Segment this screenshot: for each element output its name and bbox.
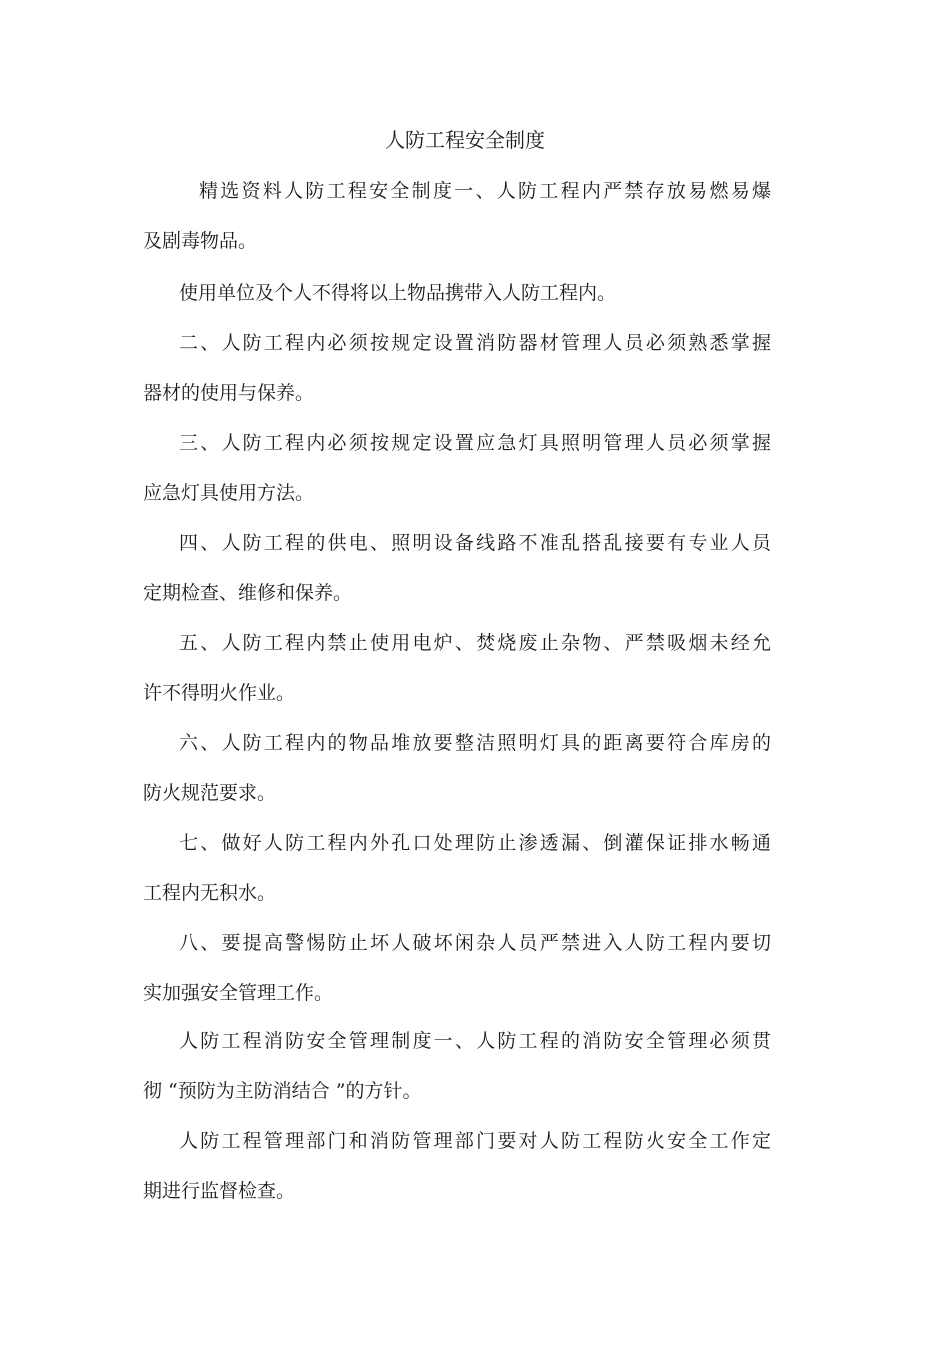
- paragraph-line: 许不得明火作业。: [143, 682, 296, 704]
- paragraph-1: [143, 178, 771, 278]
- paragraph-line: 器材的使用与保养。: [143, 382, 315, 404]
- paragraph-line: 工程内无积水。: [143, 882, 277, 904]
- paragraph-line: 及剧毒物品。: [143, 230, 258, 252]
- paragraph-3: [143, 330, 771, 430]
- paragraph-line: 期进行监督检查。: [143, 1180, 296, 1202]
- paragraph-line: 定期检查、维修和保养。: [143, 582, 353, 604]
- paragraph-10: [143, 1028, 771, 1128]
- document-title: 人防工程安全制度: [385, 128, 545, 152]
- paragraph-2: [143, 280, 771, 330]
- paragraph-line: 五、人防工程内禁止使用电炉、焚烧废止杂物、严禁吸烟未经允: [179, 632, 771, 654]
- paragraph-4: [143, 430, 771, 530]
- paragraph-line: 八、要提高警惕防止坏人破坏闲杂人员严禁进入人防工程内要切: [179, 932, 771, 954]
- paragraph-5: [143, 530, 771, 630]
- paragraph-line: 应急灯具使用方法。: [143, 482, 315, 504]
- paragraph-7: [143, 730, 771, 830]
- paragraph-line: 二、人防工程内必须按规定设置消防器材管理人员必须熟悉掌握: [179, 332, 771, 354]
- paragraph-line: 防火规范要求。: [143, 782, 277, 804]
- paragraph-line: 四、人防工程的供电、照明设备线路不准乱搭乱接要有专业人员: [179, 532, 771, 554]
- paragraph-6: [143, 630, 771, 730]
- paragraph-line: 实加强安全管理工作。: [143, 982, 334, 1004]
- paragraph-line: 六、人防工程内的物品堆放要整洁照明灯具的距离要符合库房的: [179, 732, 771, 754]
- paragraph-line: 人防工程消防安全管理制度一、人防工程的消防安全管理必须贯: [179, 1030, 771, 1052]
- paragraph-line: 彻 “预防为主防消结合 ”的方针。: [143, 1080, 422, 1102]
- paragraph-11: [143, 1128, 771, 1228]
- paragraph-line: 精选资料人防工程安全制度一、人防工程内严禁存放易燃易爆: [199, 180, 771, 202]
- paragraph-line: 使用单位及个人不得将以上物品携带入人防工程内。: [179, 282, 617, 304]
- paragraph-8: [143, 830, 771, 930]
- paragraph-line: 三、人防工程内必须按规定设置应急灯具照明管理人员必须掌握: [179, 432, 771, 454]
- paragraph-9: [143, 930, 771, 1030]
- paragraph-line: 人防工程管理部门和消防管理部门要对人防工程防火安全工作定: [179, 1130, 771, 1152]
- paragraph-line: 七、做好人防工程内外孔口处理防止渗透漏、倒灌保证排水畅通: [179, 832, 771, 854]
